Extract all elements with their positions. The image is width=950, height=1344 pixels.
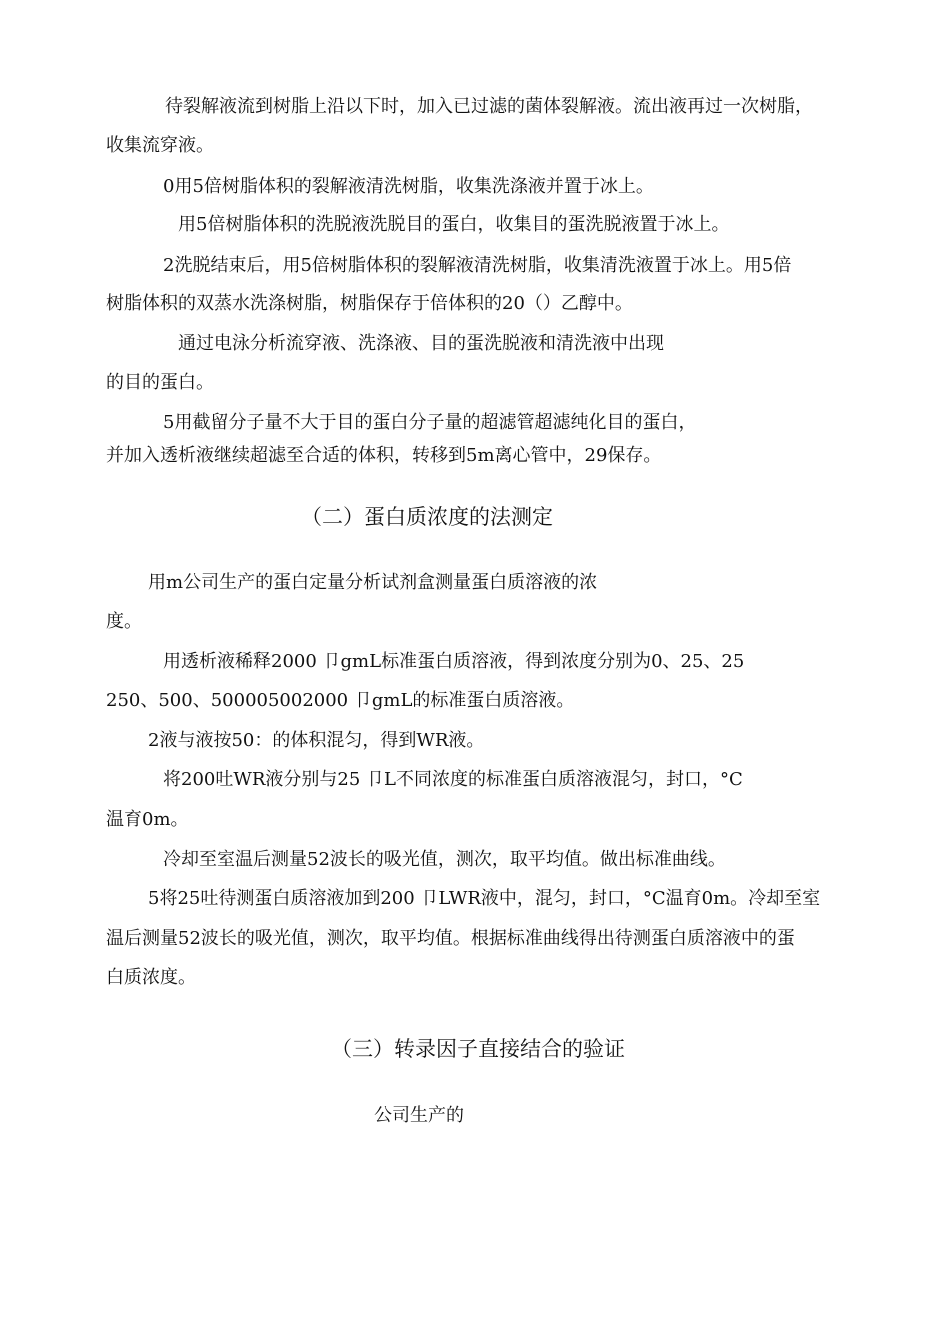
paragraph-line: 待裂解液流到树脂上沿以下时，加入已过滤的菌体裂解液。流出液再过一次树脂， [165,96,813,117]
paragraph-line: 用5倍树脂体积的洗脱液洗脱目的蛋白，收集目的蛋洗脱液置于冰上。 [178,214,730,235]
paragraph-line: 公司生产的 [374,1105,464,1126]
paragraph-line: 用透析液稀释2000 卩gmL标准蛋白质溶液，得到浓度分别为0、25、25 [163,651,745,672]
paragraph-line: 2洗脱结束后，用5倍树脂体积的裂解液清洗树脂，收集清洗液置于冰上。用5倍 [163,255,792,276]
paragraph-line: 温后测量52波长的吸光值，测次，取平均值。根据标准曲线得出待测蛋白质溶液中的蛋 [106,928,795,949]
paragraph-line: 树脂体积的双蒸水洗涤树脂，树脂保存于倍体积的20（）乙醇中。 [106,293,633,314]
paragraph-line: 并加入透析液继续超滤至合适的体积，转移到5m离心管中，29保存。 [106,445,662,466]
section-heading: （二）蛋白质浓度的法测定 [301,505,553,529]
paragraph-line: 白质浓度。 [106,967,196,988]
section-heading: （三）转录因子直接结合的验证 [331,1037,625,1061]
paragraph-line: 温育0m。 [106,809,189,830]
paragraph-line: 5将25吐待测蛋白质溶液加到200 卩LWR液中，混匀，封口，°C温育0m。冷却至室 [148,888,821,909]
paragraph-line: 度。 [106,611,142,632]
paragraph-line: 将200吐WR液分别与25 卩L不同浓度的标准蛋白质溶液混匀，封口，°C [163,769,743,790]
paragraph-line: 250、500、500005002000 卩gmL的标准蛋白质溶液。 [106,690,575,711]
paragraph-line: 0用5倍树脂体积的裂解液清洗树脂，收集洗涤液并置于冰上。 [163,176,654,197]
paragraph-line: 的目的蛋白。 [106,372,214,393]
paragraph-line: 用m公司生产的蛋白定量分析试剂盒测量蛋白质溶液的浓 [148,572,598,593]
paragraph-line: 收集流穿液。 [106,135,214,156]
paragraph-line: 通过电泳分析流穿液、洗涤液、目的蛋洗脱液和清洗液中出现 [178,333,664,354]
paragraph-line: 冷却至室温后测量52波长的吸光值，测次，取平均值。做出标准曲线。 [163,849,726,870]
paragraph-line: 2液与液按50：的体积混匀，得到WR液。 [148,730,485,751]
paragraph-line: 5用截留分子量不大于目的蛋白分子量的超滤管超滤纯化目的蛋白， [163,412,697,433]
